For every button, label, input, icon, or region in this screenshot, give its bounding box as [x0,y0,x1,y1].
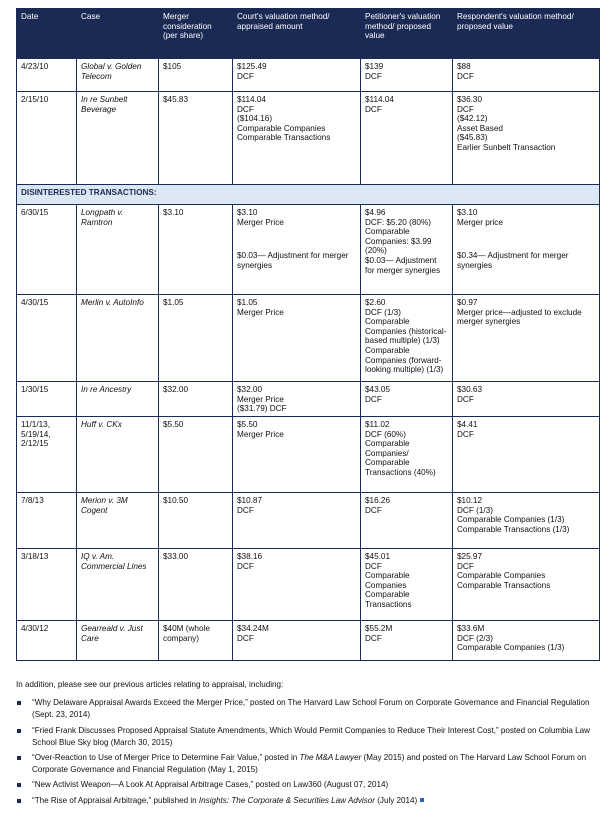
header-case: Case [77,9,159,59]
cell-case [77,417,159,493]
cell-line: Gearreald v. Just Care [81,624,143,643]
cell-line: DCF [365,505,382,515]
cell-date [17,417,77,493]
cell-merger [159,417,233,493]
cell-spacer [237,227,356,251]
cell-line: $10.12 [457,496,483,505]
cell-line: $33.6M [457,624,485,633]
cell-line: Comparable Companies (1/3) [457,515,565,525]
cell-line: DCF (1/3) [365,307,401,317]
table-row [17,549,600,621]
table-row [17,295,600,382]
cell-line: DCF (1/3) [457,505,493,515]
cell-line: Comparable Companies/ Comparable Transactions (40%) [365,439,436,477]
cell-line: Merlin v. AutoInfo [81,298,144,307]
cell-line: DCF [365,633,382,643]
article-list-item [16,752,599,776]
cell-court [233,205,361,295]
cell-line: Global v. Golden Telecom [81,62,142,81]
cell-line: $10.50 [163,496,189,505]
cell-respondent [453,59,600,92]
cell-merger [159,205,233,295]
bullet-icon [17,799,21,803]
table-row [17,417,600,493]
cell-line: $0.97 [457,298,478,307]
cell-line: 7/8/13 [21,496,44,505]
end-mark-icon [420,798,424,802]
article-text: “Over-Reaction to Use of Merger Price to Determine Fair Value,” posted in [32,753,300,763]
cell-line: ($31.79) DCF [237,404,287,414]
article-list-item [16,697,599,721]
cell-line: DCF [365,71,382,81]
cell-line: In re Sunbelt Beverage [81,95,128,114]
cell-line: $5.50 [163,420,184,429]
cell-line: $32.00 [237,385,263,394]
cell-line: Comparable Companies [365,571,410,590]
cell-line: Merger Price [237,394,284,404]
bullet-icon [17,701,21,705]
cell-case [77,549,159,621]
table-row [17,621,600,661]
cell-line: DCF (60%) [365,429,406,439]
cell-merger [159,382,233,417]
cell-line: In re Ancestry [81,385,132,394]
cell-petitioner [361,295,453,382]
cell-case [77,493,159,549]
cell-respondent [453,493,600,549]
cell-line: $125.49 [237,62,267,71]
cell-line: $43.05 [365,385,391,394]
cell-line: $114.04 [237,95,266,104]
cell-spacer [457,227,595,251]
cell-line: 3/18/13 [21,552,49,561]
cell-date [17,549,77,621]
cell-line: Longpath v. Ramtron [81,208,124,227]
table-header-row [17,9,600,59]
cell-petitioner [361,59,453,92]
cell-line: Merger Price [237,217,284,227]
table-row [17,493,600,549]
cell-respondent [453,549,600,621]
header-date: Date [17,9,77,59]
article-text: “Fried Frank Discusses Proposed Appraisal Statute Amendments, Which Would Permit Companies to Reduce Their Interest Cost,” posted on Columbia Law School Blue Sky blog (March 30, 2015) [32,725,590,747]
cell-court [233,92,361,185]
cell-case [77,92,159,185]
cell-date [17,621,77,661]
article-list-item [16,725,599,749]
cell-line: $10.87 [237,496,263,505]
cell-merger [159,549,233,621]
cell-line: Comparable Transactions [365,590,412,609]
cell-line: $114.04 [365,95,394,104]
cell-respondent [453,205,600,295]
article-text: “Why Delaware Appraisal Awards Exceed the Merger Price,” posted on The Harvard Law School Forum on Corporate Governance and Financial Regulation (Sept. 23, 2014) [32,698,590,720]
cell-line: DCF [365,394,382,404]
cell-respondent [453,621,600,661]
cell-court [233,493,361,549]
cell-line: Comparable Transactions [457,580,551,590]
cell-line: $105 [163,62,182,71]
cell-date [17,493,77,549]
cell-line: Comparable Companies (1/3) [457,643,565,653]
cell-line: Merger Price [237,429,284,439]
cell-line: $40M (whole company) [163,624,210,643]
cell-line: Comparable Transactions [237,133,331,143]
cell-line: DCF [237,71,254,81]
cell-line: DCF [365,104,382,114]
cell-line: $0.03— Adjustment for merger synergies [365,255,441,275]
related-articles [16,679,599,810]
cell-date [17,295,77,382]
cell-line: DCF [365,561,382,571]
cell-line: 2/15/10 [21,95,49,104]
cell-line: $45.83 [163,95,189,104]
cell-line: DCF: $5.20 (80%) [365,217,431,227]
cell-line: DCF [237,633,254,643]
header-merger-consideration: Merger consideration (per share) [159,9,233,59]
header-respondent: Respondent's valuation method/ proposed value [453,9,600,59]
cell-date [17,205,77,295]
cell-line: $30.63 [457,385,483,394]
cell-line: $38.16 [237,552,263,561]
cell-merger [159,295,233,382]
cell-line: ($104.16) [237,114,273,124]
cell-line: DCF [457,71,474,81]
cell-respondent [453,417,600,493]
cell-line: $1.05 [237,298,258,307]
cell-line: $0.03— Adjustment for merger synergies [237,251,349,270]
cell-date [17,59,77,92]
cell-line: $34.24M [237,624,269,633]
cell-respondent [453,382,600,417]
cell-line: DCF [237,104,254,114]
section-row [17,185,600,205]
cell-line: ($42.12) [457,114,488,124]
cell-line: $2.60 [365,298,386,307]
cell-line: $55.2M [365,624,393,633]
cell-line: Huff v. CKx [81,420,122,429]
cell-line: 4/23/10 [21,62,49,71]
cell-line: $0.34— Adjustment for merger synergies [457,251,569,270]
cell-line: $25.97 [457,552,483,561]
cell-line: 2/12/15 [21,439,49,449]
cell-line: DCF [457,104,474,114]
article-list-item [16,795,599,807]
cell-case [77,295,159,382]
cell-petitioner [361,493,453,549]
cell-respondent [453,295,600,382]
article-text-end: (May 2015) and posted on The Harvard Law School Forum on Corporate Governance and Financial Regulation (May 1, 2015) [32,753,587,775]
cell-merger [159,92,233,185]
cell-court [233,59,361,92]
cell-line: DCF [457,561,474,571]
cell-line: DCF [457,429,474,439]
cell-date [17,382,77,417]
cell-court [233,382,361,417]
article-list-item [16,779,599,791]
cell-line: 1/30/15 [21,385,49,394]
cell-line: DCF [237,505,254,515]
cell-line: $16.26 [365,496,391,505]
header-court: Court's valuation method/ appraised amount [233,9,361,59]
cell-line: 6/30/15 [21,208,49,217]
cell-line: Merger price [457,217,503,227]
bullet-icon [17,756,21,760]
cell-line: $11.02 [365,420,390,429]
cell-line: $33.00 [163,552,189,561]
cell-line: $32.00 [163,385,189,394]
cell-merger [159,493,233,549]
related-articles-list [16,697,599,807]
cell-line: $1.05 [163,298,184,307]
cell-date [17,92,77,185]
cell-petitioner [361,382,453,417]
appraisal-table [16,8,600,661]
publication-title: The M&A Lawyer [299,753,362,763]
cell-case [77,205,159,295]
cell-petitioner [361,549,453,621]
table-row [17,92,600,185]
table-row [17,59,600,92]
cell-line: $45.01 [365,552,391,561]
cell-line: $4.96 [365,208,386,217]
cell-line: $5.50 [237,420,258,429]
cell-line: ($45.83) [457,133,488,143]
related-articles-intro: In addition, please see our previous articles relating to appraisal, including: [16,680,284,689]
cell-respondent [453,92,600,185]
cell-court [233,295,361,382]
cell-line: $3.10 [457,208,478,217]
cell-line: Comparable Companies: $3.99 (20%) [365,227,432,256]
cell-line: IQ v. Am. Commercial Lines [81,552,147,571]
article-text: “The Rise of Appraisal Arbitrage,” published in [32,795,199,805]
cell-line: Comparable Companies (historical-based multiple) (1/3) Comparable Companies (forward-looking multiple) (1/3) [365,317,447,375]
table-row [17,382,600,417]
cell-line: Comparable Transactions (1/3) [457,524,570,534]
cell-line: $4.41 [457,420,478,429]
cell-line: 5/19/14, [21,429,51,439]
publication-title: Insights: The Corporate & Securities Law Advisor [198,795,375,805]
table-row [17,205,600,295]
cell-line: Comparable Companies [457,571,546,581]
article-text: “New Activist Weapon—A Look At Appraisal Arbitrage Cases,” posted on Law360 (August 07, 2014) [32,780,389,790]
cell-line: Merion v. 3M Cogent [81,496,128,515]
cell-line: $88 [457,62,471,71]
cell-case [77,382,159,417]
cell-line: DCF [457,394,474,404]
cell-line: 4/30/12 [21,624,49,633]
cell-line: Merger Price [237,307,284,317]
cell-line: Comparable Companies [237,123,326,133]
cell-court [233,417,361,493]
cell-line: $3.10 [237,208,258,217]
bullet-icon [17,729,21,733]
cell-line: Asset Based [457,123,503,133]
bullet-icon [17,783,21,787]
cell-line: DCF (2/3) [457,633,493,643]
cell-court [233,621,361,661]
cell-case [77,59,159,92]
cell-petitioner [361,92,453,185]
cell-line: $3.10 [163,208,184,217]
cell-petitioner [361,621,453,661]
cell-line: $36.30 [457,95,483,104]
cell-line: 11/1/13, [21,420,50,429]
cell-petitioner [361,417,453,493]
cell-line: 4/30/15 [21,298,49,307]
section-label: DISINTERESTED TRANSACTIONS: [17,185,600,205]
cell-case [77,621,159,661]
cell-line: Earlier Sunbelt Transaction [457,142,556,152]
cell-line: Merger price—adjusted to exclude merger synergies [457,307,582,327]
cell-petitioner [361,205,453,295]
article-text-end: (July 2014) [374,795,418,805]
cell-merger [159,621,233,661]
cell-line: DCF [237,561,254,571]
cell-court [233,549,361,621]
cell-line: $139 [365,62,384,71]
header-petitioner: Petitioner's valuation method/ proposed value [361,9,453,59]
cell-merger [159,59,233,92]
